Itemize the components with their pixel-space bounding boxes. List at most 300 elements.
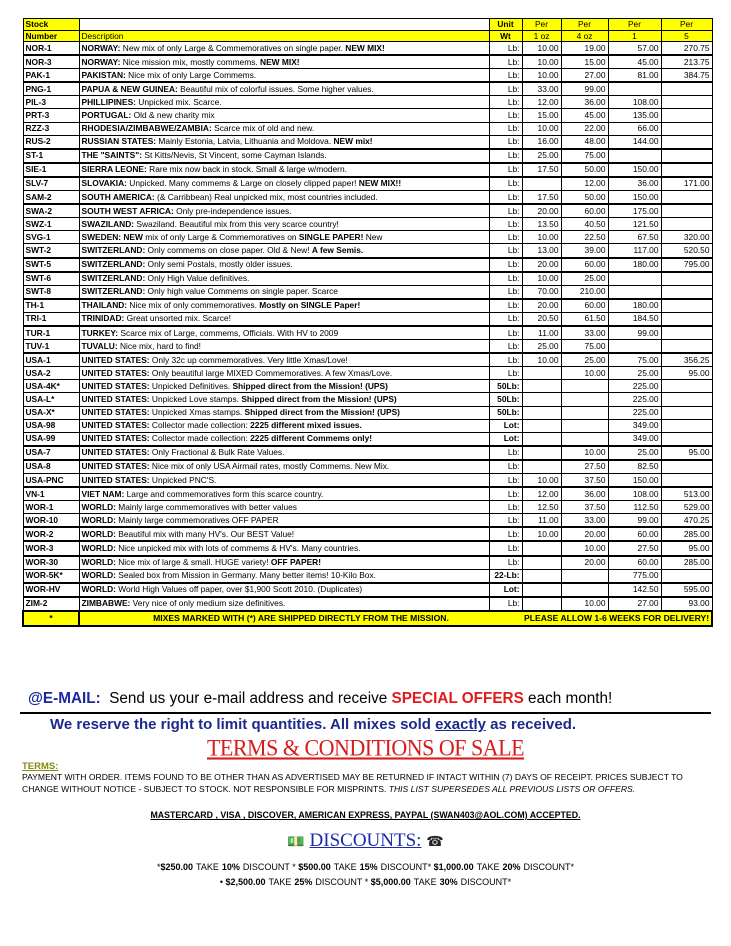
description: [79, 191, 489, 205]
country-name: SWEDEN: NEW: [81, 231, 143, 242]
price-4oz: 39.00: [561, 244, 608, 258]
terms-title: [0, 734, 731, 761]
table-row: [23, 55, 712, 69]
stock-number: SWT-8: [23, 285, 79, 299]
description-highlight: NEW mix!: [333, 136, 373, 147]
country-name: WORLD:: [81, 584, 116, 595]
description: [79, 569, 489, 583]
price-1oz: 12.50: [522, 501, 561, 514]
stock-number: USA-4K*: [23, 380, 79, 393]
footer-delivery-note: PLEASE ALLOW 1-6 WEEKS FOR DELIVERY!: [522, 611, 712, 626]
table-row: [23, 446, 712, 460]
stock-number: WOR-2: [23, 527, 79, 541]
price-per-1: 225.00: [608, 380, 661, 393]
discount-percent: 20%: [502, 862, 521, 872]
table-row: [23, 501, 712, 514]
description: [79, 406, 489, 419]
price-per-1: 45.00: [608, 55, 661, 69]
stock-number: RUS-2: [23, 135, 79, 149]
unit-weight: Lb:: [489, 55, 522, 69]
price-per-1: 66.00: [608, 122, 661, 135]
description: [79, 122, 489, 135]
price-4oz: 37.50: [561, 501, 608, 514]
reserve-exactly: exactly: [435, 716, 486, 733]
price-per-1: 150.00: [608, 191, 661, 205]
description-highlight: Shipped direct from the Mission! (UPS): [232, 380, 388, 391]
terms-body: PAYMENT WITH ORDER. ITEMS FOUND TO BE OTHER THAN AS ADVERTISED MAY BE RETURNED IF INTACT WITHIN (7) DAYS OF RECEIPT. PRICES SUBJECT TO CHANGE WITHOUT NOTICE - SUBJECT TO STOCK. NOT RESPONSIBLE FOR MISPRINTS.: [22, 772, 683, 794]
price-4oz: 33.00: [561, 514, 608, 528]
price-per-5: [661, 419, 712, 432]
discounts-title: DISCOUNTS:: [309, 830, 422, 851]
price-4oz: 25.00: [561, 272, 608, 286]
stock-number: USA-8: [23, 460, 79, 474]
stock-number: WOR-10: [23, 514, 79, 528]
description: [79, 446, 489, 460]
discount-take: TAKE: [476, 862, 500, 872]
description: [79, 149, 489, 163]
description-text: Mainly large commemoratives OFF PAPER: [115, 514, 279, 525]
description-text: St Kitts/Nevis, St Vincent, some Cayman Islands.: [142, 150, 327, 161]
description: [79, 312, 489, 326]
unit-weight: Lb:: [489, 487, 522, 501]
table-row: [23, 135, 712, 149]
country-name: NORWAY:: [81, 56, 121, 67]
price-4oz: 75.00: [561, 149, 608, 163]
header-unit: Unit: [489, 19, 522, 31]
price-1oz: [522, 597, 561, 611]
price-1oz: 13.00: [522, 244, 561, 258]
discount-take: TAKE: [413, 877, 437, 887]
price-per-5: 95.00: [661, 446, 712, 460]
table-row: [23, 340, 712, 354]
description-highlight: NEW MIX!: [260, 56, 300, 67]
description: [79, 541, 489, 555]
country-name: UNITED STATES:: [81, 420, 150, 431]
price-4oz: 27.00: [561, 69, 608, 83]
description: [79, 69, 489, 83]
unit-weight: Lb:: [489, 231, 522, 244]
price-per-5: 95.00: [661, 367, 712, 380]
price-per-5: [661, 393, 712, 406]
description: [79, 556, 489, 570]
unit-weight: Lb:: [489, 272, 522, 286]
price-1oz: 17.50: [522, 191, 561, 205]
reserve-text-end: as received.: [485, 716, 577, 733]
unit-weight: Lb:: [489, 163, 522, 177]
description: [79, 583, 489, 597]
price-1oz: [522, 556, 561, 570]
description-text: Only beautiful large MIXED Commemoratives. A few Xmas/Love.: [149, 367, 393, 378]
price-per-1: 25.00: [608, 367, 661, 380]
price-4oz: 20.00: [561, 556, 608, 570]
price-per-5: 529.00: [661, 501, 712, 514]
price-per-1: 175.00: [608, 204, 661, 218]
price-per-1: [608, 272, 661, 286]
country-name: RUSSIAN STATES:: [81, 136, 157, 147]
email-label: @E-MAIL:: [28, 690, 101, 707]
country-name: TURKEY:: [81, 327, 119, 338]
unit-weight: Lb:: [489, 191, 522, 205]
terms-text: [22, 772, 712, 795]
price-1oz: [522, 380, 561, 393]
price-per-1: 180.00: [608, 258, 661, 272]
table-row: [23, 177, 712, 191]
price-per-1: 99.00: [608, 326, 661, 340]
price-per-1: 108.00: [608, 487, 661, 501]
country-name: UNITED STATES:: [81, 474, 150, 485]
table-row: [23, 163, 712, 177]
country-name: WORLD:: [81, 514, 116, 525]
stock-number: PAK-1: [23, 69, 79, 83]
table-row: [23, 204, 712, 218]
table-row: [23, 272, 712, 286]
description-text: (& Carribbean) Real unpicked mix, most countries included.: [154, 191, 378, 202]
price-4oz: 19.00: [561, 42, 608, 56]
country-name: PHILLIPINES:: [81, 96, 136, 107]
description-highlight: SINGLE PAPER!: [298, 231, 364, 242]
description: [79, 527, 489, 541]
country-name: SOUTH AMERICA:: [81, 191, 155, 202]
price-per-5: [661, 135, 712, 149]
unit-weight: Lb:: [489, 82, 522, 96]
description: [79, 353, 489, 367]
price-4oz: [561, 569, 608, 583]
description-highlight: Shipped direct from the Mission! (UPS): [244, 407, 400, 418]
unit-weight: 50Lb:: [489, 380, 522, 393]
unit-weight: Lb:: [489, 556, 522, 570]
country-name: WORLD:: [81, 557, 116, 568]
price-4oz: 60.00: [561, 204, 608, 218]
stock-number: USA-99: [23, 432, 79, 446]
price-per-1: 82.50: [608, 460, 661, 474]
price-1oz: [522, 583, 561, 597]
description-tail: New: [363, 231, 383, 242]
discount-word: DISCOUNT: [523, 862, 571, 872]
price-4oz: 10.00: [561, 541, 608, 555]
description: [79, 163, 489, 177]
price-per-5: [661, 163, 712, 177]
description-text: Nice unpicked mix with lots of commems & HV's. Many countries.: [115, 543, 361, 554]
country-name: SWITZERLAND:: [81, 259, 146, 270]
price-4oz: 210.00: [561, 285, 608, 299]
price-per-1: 27.00: [608, 597, 661, 611]
table-row: [23, 299, 712, 313]
description: [79, 514, 489, 528]
price-1oz: [522, 446, 561, 460]
price-per-5: 95.00: [661, 541, 712, 555]
reserve-notice: [50, 716, 576, 733]
table-row: [23, 514, 712, 528]
price-4oz: 33.00: [561, 326, 608, 340]
country-name: THAILAND:: [81, 300, 128, 311]
price-per-1: 225.00: [608, 393, 661, 406]
price-per-5: [661, 285, 712, 299]
price-1oz: 20.50: [522, 312, 561, 326]
price-4oz: 50.00: [561, 191, 608, 205]
price-1oz: 10.00: [522, 122, 561, 135]
description: [79, 367, 489, 380]
discount-amount: $1,000.00: [433, 862, 474, 872]
price-per-1: 57.00: [608, 42, 661, 56]
stock-number: USA-7: [23, 446, 79, 460]
price-per-1: [608, 82, 661, 96]
header-4oz: 4 oz: [561, 30, 608, 42]
header-per: Per: [561, 19, 608, 31]
table-row: [23, 218, 712, 231]
country-name: UNITED STATES:: [81, 380, 150, 391]
price-per-5: 520.50: [661, 244, 712, 258]
footer-mission-note: MIXES MARKED WITH (*) ARE SHIPPED DIRECTLY FROM THE MISSION.: [79, 611, 522, 626]
unit-weight: Lb:: [489, 109, 522, 122]
stock-number: SLV-7: [23, 177, 79, 191]
country-name: PORTUGAL:: [81, 110, 132, 121]
price-per-1: 81.00: [608, 69, 661, 83]
price-1oz: 10.00: [522, 353, 561, 367]
description: [79, 135, 489, 149]
header-row-1: [23, 19, 712, 31]
description: [79, 82, 489, 96]
price-4oz: 15.00: [561, 55, 608, 69]
header-per: Per: [661, 19, 712, 31]
price-per-5: 595.00: [661, 583, 712, 597]
stock-number: WOR-30: [23, 556, 79, 570]
price-4oz: 36.00: [561, 487, 608, 501]
table-row: [23, 191, 712, 205]
price-1oz: [522, 569, 561, 583]
price-per-1: 150.00: [608, 163, 661, 177]
description-highlight: NEW MIX!!: [358, 178, 402, 189]
price-1oz: [522, 393, 561, 406]
description: [79, 432, 489, 446]
price-1oz: [522, 367, 561, 380]
price-per-5: [661, 474, 712, 488]
price-1oz: 16.00: [522, 135, 561, 149]
price-1oz: 10.00: [522, 474, 561, 488]
price-per-1: 135.00: [608, 109, 661, 122]
price-per-1: 25.00: [608, 446, 661, 460]
terms-supersedes: THIS LIST SUPERSEDES ALL PREVIOUS LISTS OR OFFERS.: [388, 783, 636, 794]
description-text: Only High Value definitives.: [145, 273, 250, 284]
table-row: [23, 109, 712, 122]
price-4oz: 60.00: [561, 258, 608, 272]
header-1: 1: [608, 30, 661, 42]
description: [79, 380, 489, 393]
price-per-5: [661, 191, 712, 205]
price-per-5: [661, 82, 712, 96]
country-name: WORLD:: [81, 570, 116, 581]
description: [79, 258, 489, 272]
price-1oz: [522, 177, 561, 191]
description-text: Only Fractional & Bulk Rate Values.: [149, 447, 285, 458]
table-row: [23, 326, 712, 340]
stock-number: WOR-3: [23, 541, 79, 555]
stock-number: SWA-2: [23, 204, 79, 218]
discount-word: DISCOUNT: [380, 862, 428, 872]
money-icon: 💵: [287, 834, 305, 850]
unit-weight: Lb:: [489, 541, 522, 555]
country-name: VIET NAM:: [81, 488, 125, 499]
table-row: [23, 258, 712, 272]
stock-number: PIL-3: [23, 96, 79, 109]
country-name: PAKISTAN:: [81, 69, 126, 80]
price-per-1: 349.00: [608, 419, 661, 432]
price-1oz: 10.00: [522, 55, 561, 69]
unit-weight: Lb:: [489, 122, 522, 135]
unit-weight: Lb:: [489, 42, 522, 56]
description-text: Nice mission mix, mostly commems.: [120, 56, 261, 67]
stock-number: USA-2: [23, 367, 79, 380]
stock-number: TUR-1: [23, 326, 79, 340]
price-per-5: 513.00: [661, 487, 712, 501]
unit-weight: Lb:: [489, 460, 522, 474]
stock-number: NOR-1: [23, 42, 79, 56]
price-per-5: 285.00: [661, 527, 712, 541]
price-per-1: 184.50: [608, 312, 661, 326]
stock-number: USA-98: [23, 419, 79, 432]
unit-weight: Lb:: [489, 204, 522, 218]
discount-take: TAKE: [196, 862, 219, 872]
unit-weight: Lb:: [489, 340, 522, 354]
description-highlight: 2225 different Commems only!: [250, 433, 373, 444]
discount-percent: 25%: [294, 877, 313, 887]
description: [79, 326, 489, 340]
price-per-5: [661, 299, 712, 313]
stock-number: TRI-1: [23, 312, 79, 326]
discount-amount: $250.00: [160, 862, 193, 872]
unit-weight: Lot:: [489, 419, 522, 432]
stock-number: PNG-1: [23, 82, 79, 96]
price-per-1: 775.00: [608, 569, 661, 583]
price-per-1: 27.50: [608, 541, 661, 555]
price-4oz: 27.50: [561, 460, 608, 474]
description-text: New mix of only Large & Commemoratives on single paper.: [120, 42, 346, 53]
table-row: [23, 474, 712, 488]
price-per-1: 142.50: [608, 583, 661, 597]
description-text: Nice mix of only USA Airmail rates, mostly Commems. New Mix.: [149, 461, 390, 472]
unit-weight: 50Lb:: [489, 406, 522, 419]
table-row: [23, 541, 712, 555]
table-row: [23, 569, 712, 583]
table-row: [23, 69, 712, 83]
stock-number: ST-1: [23, 149, 79, 163]
terms-label: TERMS:: [22, 761, 59, 772]
discount-line-2: • $2,500.00 TAKE 25% DISCOUNT * $5,000.00 TAKE 30% DISCOUNT*: [219, 877, 512, 887]
price-1oz: 11.00: [522, 326, 561, 340]
price-4oz: 99.00: [561, 82, 608, 96]
price-1oz: 15.00: [522, 109, 561, 122]
reserve-text: We reserve the right to limit quantities. All mixes sold: [50, 716, 436, 733]
description-text: Scarce mix of old and new.: [211, 123, 315, 134]
stock-number: USA-X*: [23, 406, 79, 419]
description-highlight: Mostly on SINGLE Paper!: [259, 300, 361, 311]
price-per-1: 108.00: [608, 96, 661, 109]
price-1oz: [522, 460, 561, 474]
description: [79, 218, 489, 231]
description-text: Nice mix of only commemoratives.: [127, 300, 260, 311]
country-name: UNITED STATES:: [81, 393, 150, 404]
stock-number: WOR-1: [23, 501, 79, 514]
price-4oz: 75.00: [561, 340, 608, 354]
description-text: Nice mix of only Large Commems.: [125, 69, 257, 80]
table-row: [23, 96, 712, 109]
stock-number: TH-1: [23, 299, 79, 313]
discount-amount: $2,500.00: [225, 877, 266, 887]
price-1oz: 11.00: [522, 514, 561, 528]
country-name: TUVALU:: [81, 340, 118, 351]
discount-amount: $500.00: [298, 862, 331, 872]
price-per-5: 470.25: [661, 514, 712, 528]
table-row: [23, 353, 712, 367]
description: [79, 340, 489, 354]
stock-number: NOR-3: [23, 55, 79, 69]
description: [79, 393, 489, 406]
description-text: Collector made collection:: [149, 420, 251, 431]
price-per-5: [661, 312, 712, 326]
table-row: [23, 231, 712, 244]
unit-weight: Lb:: [489, 299, 522, 313]
country-name: UNITED STATES:: [81, 461, 150, 472]
discount-line-1: *$250.00 TAKE 10% DISCOUNT * $500.00 TAKE 15% DISCOUNT* $1,000.00 TAKE 20% DISCOUNT*: [156, 862, 575, 872]
table-row: [23, 419, 712, 432]
unit-weight: Lot:: [489, 432, 522, 446]
stock-number: SWT-2: [23, 244, 79, 258]
header-row-2: [23, 30, 712, 42]
description: [79, 204, 489, 218]
header-5: 5: [661, 30, 712, 42]
price-4oz: 10.00: [561, 446, 608, 460]
price-1oz: 12.00: [522, 487, 561, 501]
price-per-5: 356.25: [661, 353, 712, 367]
description-text: Sealed box from Mission in Germany. Many better items! 10-Kilo Box.: [115, 570, 376, 581]
price-per-5: [661, 96, 712, 109]
description-text: Very nice of only medium size definitives.: [130, 598, 286, 609]
description: [79, 419, 489, 432]
table-row: [23, 487, 712, 501]
price-per-5: 93.00: [661, 597, 712, 611]
footer-row: [23, 611, 712, 626]
description-text: Beautiful mix of colorful issues. Some higher values.: [177, 83, 374, 94]
description: [79, 177, 489, 191]
price-1oz: 13.50: [522, 218, 561, 231]
footer-star: *: [23, 611, 79, 626]
price-4oz: 12.00: [561, 177, 608, 191]
table-row: [23, 460, 712, 474]
price-1oz: [522, 419, 561, 432]
description-highlight: 2225 different mixed issues.: [250, 420, 362, 431]
price-list-table: [22, 18, 713, 627]
stock-number: VN-1: [23, 487, 79, 501]
price-per-1: 60.00: [608, 556, 661, 570]
unit-weight: Lb:: [489, 353, 522, 367]
description-highlight: Shipped direct from the Mission! (UPS): [241, 393, 397, 404]
price-4oz: 25.00: [561, 353, 608, 367]
table-row: [23, 556, 712, 570]
description: [79, 285, 489, 299]
price-per-5: 171.00: [661, 177, 712, 191]
email-text: Send us your e-mail address and receive: [100, 690, 392, 707]
description-text: Unpicked PNC'S.: [149, 474, 217, 485]
table-row: [23, 432, 712, 446]
country-name: SWAZILAND:: [81, 218, 135, 229]
price-per-1: [608, 285, 661, 299]
price-per-1: 180.00: [608, 299, 661, 313]
price-per-1: [608, 149, 661, 163]
description: [79, 244, 489, 258]
price-per-5: 320.00: [661, 231, 712, 244]
description: [79, 460, 489, 474]
table-row: [23, 244, 712, 258]
price-1oz: 33.00: [522, 82, 561, 96]
